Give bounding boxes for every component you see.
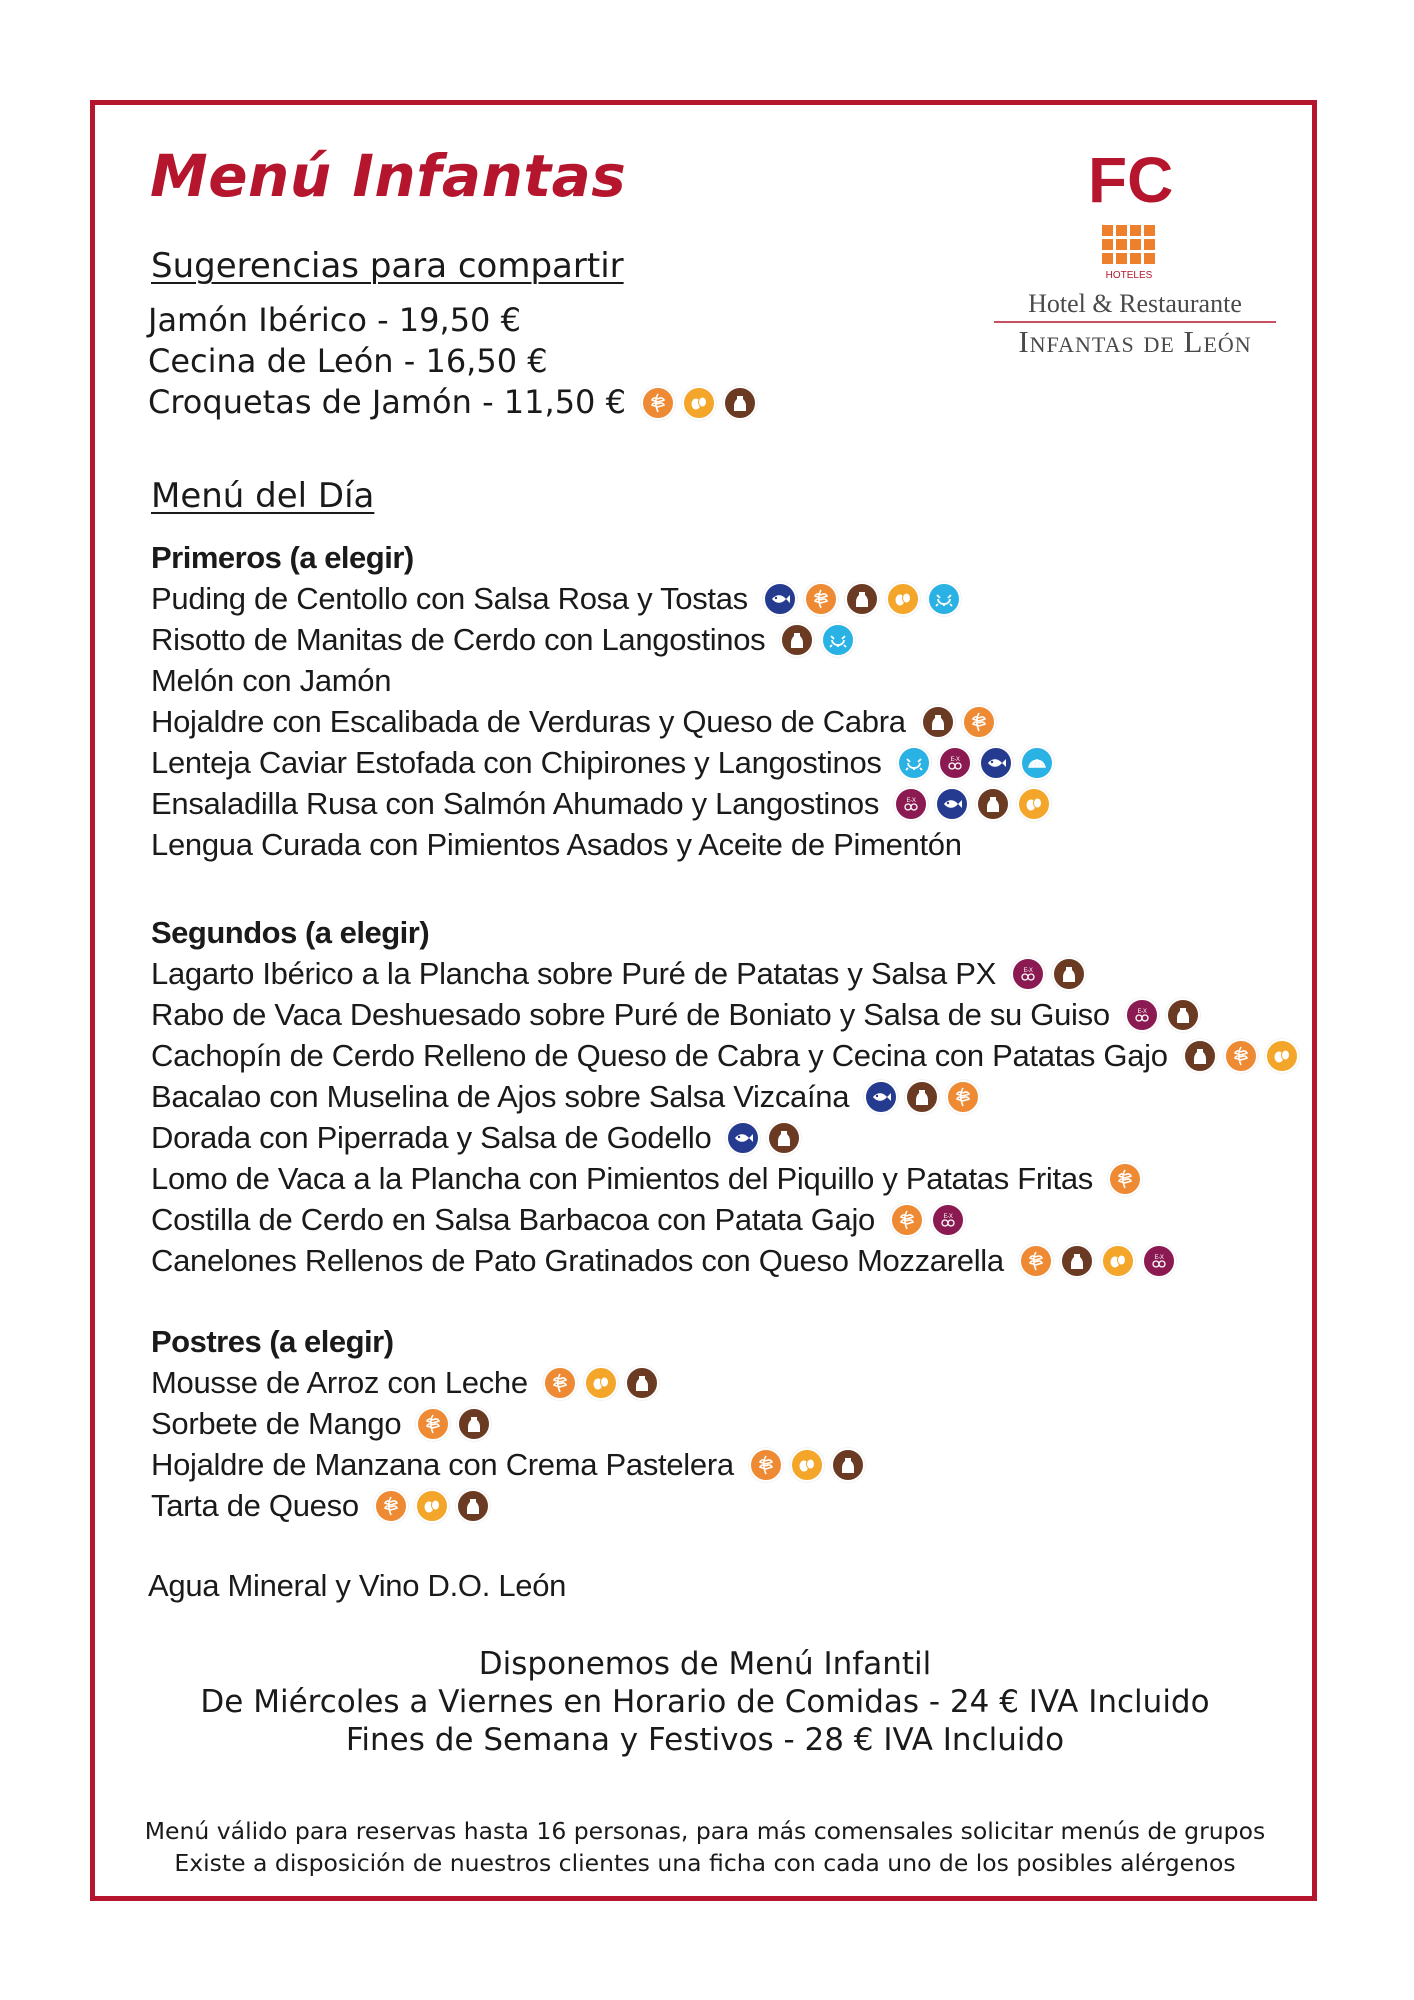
svg-text:E-X: E-X — [1154, 1254, 1164, 1261]
hotel-logo — [990, 140, 1280, 370]
allergen-gluten-icon — [1224, 1039, 1258, 1073]
allergen-mollusks-icon — [1020, 746, 1054, 780]
allergen-milk-icon — [780, 623, 814, 657]
allergen-gluten-icon — [890, 1203, 924, 1237]
allergen-gluten-icon — [946, 1080, 980, 1114]
allergen-icons — [742, 1448, 865, 1482]
dish-item-text: Hojaldre con Escalibada de Verduras y Queso de Cabra — [151, 704, 906, 739]
allergen-icons — [1004, 957, 1086, 991]
allergen-icons — [773, 623, 855, 657]
segundos-section — [151, 913, 1299, 1281]
dish-item — [151, 783, 1054, 824]
dish-item-text: Sorbete de Mango — [151, 1406, 402, 1441]
dish-item — [151, 660, 1054, 701]
logo-brand-sub: HOTELES — [1105, 270, 1153, 281]
dish-item — [151, 994, 1299, 1035]
dish-item-text: Dorada con Piperrada y Salsa de Godello — [151, 1120, 712, 1155]
allergen-eggs-icon — [682, 386, 716, 420]
allergen-icons — [719, 1121, 801, 1155]
dish-item — [151, 953, 1299, 994]
dish-item-text: Hojaldre de Manzana con Crema Pastelera — [151, 1447, 734, 1482]
allergen-fish-icon — [979, 746, 1013, 780]
dish-item — [151, 1362, 865, 1403]
allergen-milk-icon — [905, 1080, 939, 1114]
menu-del-dia-heading: Menú del Día — [151, 476, 375, 516]
dish-item-text: Bacalao con Muselina de Ajos sobre Salsa Vizcaína — [151, 1079, 850, 1114]
logo-line1: Hotel & Restaurante — [1028, 289, 1242, 318]
allergen-eggs-icon — [1017, 787, 1051, 821]
allergen-icons — [409, 1407, 491, 1441]
allergen-gluten-icon — [374, 1489, 408, 1523]
logo-grid-icon — [1102, 225, 1155, 264]
svg-text:E-X: E-X — [1137, 1008, 1147, 1015]
allergen-milk-icon — [1166, 998, 1200, 1032]
allergen-gluten-icon — [641, 386, 675, 420]
allergen-milk-icon — [845, 582, 879, 616]
allergen-icons — [367, 1489, 490, 1523]
allergen-gluten-icon — [749, 1448, 783, 1482]
allergen-fish-icon — [726, 1121, 760, 1155]
allergen-eggs-icon — [790, 1448, 824, 1482]
allergen-milk-icon — [831, 1448, 865, 1482]
dish-item-text: Lomo de Vaca a la Plancha con Pimientos del Piquillo y Patatas Fritas — [151, 1161, 1093, 1196]
allergen-gluten-icon — [543, 1366, 577, 1400]
logo-graphic — [990, 140, 1280, 370]
svg-text:E-X: E-X — [950, 756, 960, 763]
allergen-sulphites-icon — [1011, 957, 1045, 991]
allergen-icons — [1101, 1162, 1142, 1196]
allergen-icons — [634, 386, 757, 420]
dish-item — [151, 1076, 1299, 1117]
allergen-gluten-icon — [804, 582, 838, 616]
dish-item — [151, 1199, 1299, 1240]
primeros-section — [151, 538, 1054, 865]
allergen-sulphites-icon — [1125, 998, 1159, 1032]
dish-item — [151, 1158, 1299, 1199]
allergen-milk-icon — [976, 787, 1010, 821]
drinks-line: Agua Mineral y Vino D.O. León — [148, 1568, 567, 1603]
allergen-milk-icon — [625, 1366, 659, 1400]
svg-text:E-X: E-X — [1023, 967, 1033, 974]
footer-notes — [100, 1815, 1310, 1879]
dish-item — [151, 1240, 1299, 1281]
dish-item — [151, 824, 1054, 865]
info-line-2: De Miércoles a Viernes en Horario de Comidas - 24 € IVA Incluido — [200, 1684, 1210, 1720]
allergen-milk-icon — [457, 1407, 491, 1441]
allergen-icons — [1118, 998, 1200, 1032]
allergen-sulphites-icon — [938, 746, 972, 780]
allergen-eggs-icon — [1101, 1244, 1135, 1278]
allergen-milk-icon — [1060, 1244, 1094, 1278]
allergen-icons — [536, 1366, 659, 1400]
sharing-item-text: Jamón Ibérico - 19,50 € — [148, 301, 521, 339]
footer-line-1: Menú válido para reservas hasta 16 personas, para más comensales solicitar menús de grupos — [144, 1817, 1266, 1845]
svg-text:E-X: E-X — [943, 1213, 953, 1220]
allergen-gluten-icon — [416, 1407, 450, 1441]
allergen-crustaceans-icon — [927, 582, 961, 616]
allergen-milk-icon — [921, 705, 955, 739]
allergen-milk-icon — [767, 1121, 801, 1155]
dish-item-text: Costilla de Cerdo en Salsa Barbacoa con Patata Gajo — [151, 1202, 875, 1237]
allergen-icons — [887, 787, 1051, 821]
allergen-icons — [1012, 1244, 1176, 1278]
allergen-gluten-icon — [1019, 1244, 1053, 1278]
dish-item — [151, 1035, 1299, 1076]
dish-item — [151, 1117, 1299, 1158]
logo-line2: Infantas de León — [1018, 324, 1252, 359]
allergen-icons — [890, 746, 1054, 780]
dish-item — [151, 619, 1054, 660]
logo-monogram: FC — [1088, 144, 1174, 216]
allergen-icons — [857, 1080, 980, 1114]
allergen-crustaceans-icon — [897, 746, 931, 780]
dish-item-text: Canelones Rellenos de Pato Gratinados con Queso Mozzarella — [151, 1243, 1004, 1278]
info-line-3: Fines de Semana y Festivos - 28 € IVA Incluido — [345, 1722, 1065, 1758]
allergen-gluten-icon — [962, 705, 996, 739]
sharing-item — [148, 341, 757, 382]
allergen-eggs-icon — [584, 1366, 618, 1400]
allergen-sulphites-icon — [1142, 1244, 1176, 1278]
allergen-gluten-icon — [1108, 1162, 1142, 1196]
svg-text:E-X: E-X — [906, 797, 916, 804]
dish-item-text: Rabo de Vaca Deshuesado sobre Puré de Boniato y Salsa de su Guiso — [151, 997, 1110, 1032]
sharing-item-text: Croquetas de Jamón - 11,50 € — [148, 383, 626, 421]
allergen-eggs-icon — [886, 582, 920, 616]
dish-item — [151, 701, 1054, 742]
sharing-item — [148, 382, 757, 423]
dish-item — [151, 1403, 865, 1444]
sharing-list — [148, 300, 757, 423]
allergen-milk-icon — [456, 1489, 490, 1523]
sharing-item — [148, 300, 757, 341]
dish-item-text: Mousse de Arroz con Leche — [151, 1365, 528, 1400]
dish-item — [151, 1485, 865, 1526]
footer-line-2: Existe a disposición de nuestros clientes una ficha con cada uno de los posibles alérgenos — [174, 1849, 1236, 1877]
allergen-milk-icon — [1052, 957, 1086, 991]
dish-item-text: Melón con Jamón — [151, 663, 392, 698]
allergen-icons — [883, 1203, 965, 1237]
allergen-milk-icon — [723, 386, 757, 420]
dish-item-text: Tarta de Queso — [151, 1488, 359, 1523]
allergen-icons — [914, 705, 996, 739]
course-heading: Postres (a elegir) — [151, 1324, 394, 1359]
dish-item-text: Lengua Curada con Pimientos Asados y Aceite de Pimentón — [151, 827, 962, 862]
allergen-fish-icon — [763, 582, 797, 616]
allergen-crustaceans-icon — [821, 623, 855, 657]
postres-section — [151, 1322, 865, 1526]
dish-item — [151, 742, 1054, 783]
kids-menu-info — [140, 1645, 1270, 1759]
sharing-heading: Sugerencias para compartir — [151, 246, 624, 286]
dish-item-text: Risotto de Manitas de Cerdo con Langostinos — [151, 622, 766, 657]
allergen-icons — [1176, 1039, 1299, 1073]
allergen-eggs-icon — [1265, 1039, 1299, 1073]
allergen-sulphites-icon — [931, 1203, 965, 1237]
allergen-fish-icon — [864, 1080, 898, 1114]
course-heading: Primeros (a elegir) — [151, 540, 414, 575]
dish-item-text: Ensaladilla Rusa con Salmón Ahumado y Langostinos — [151, 786, 880, 821]
allergen-fish-icon — [935, 787, 969, 821]
allergen-sulphites-icon — [894, 787, 928, 821]
info-line-1: Disponemos de Menú Infantil — [478, 1646, 932, 1682]
dish-item-text: Lagarto Ibérico a la Plancha sobre Puré de Patatas y Salsa PX — [151, 956, 997, 991]
allergen-icons — [756, 582, 961, 616]
dish-item — [151, 1444, 865, 1485]
menu-title: Menú Infantas — [150, 142, 627, 210]
dish-item-text: Puding de Centollo con Salsa Rosa y Tostas — [151, 581, 748, 616]
allergen-milk-icon — [1183, 1039, 1217, 1073]
dish-item-text: Lenteja Caviar Estofada con Chipirones y Langostinos — [151, 745, 882, 780]
sharing-item-text: Cecina de León - 16,50 € — [148, 342, 548, 380]
allergen-eggs-icon — [415, 1489, 449, 1523]
dish-item-text: Cachopín de Cerdo Relleno de Queso de Cabra y Cecina con Patatas Gajo — [151, 1038, 1168, 1073]
dish-item — [151, 578, 1054, 619]
course-heading: Segundos (a elegir) — [151, 915, 430, 950]
